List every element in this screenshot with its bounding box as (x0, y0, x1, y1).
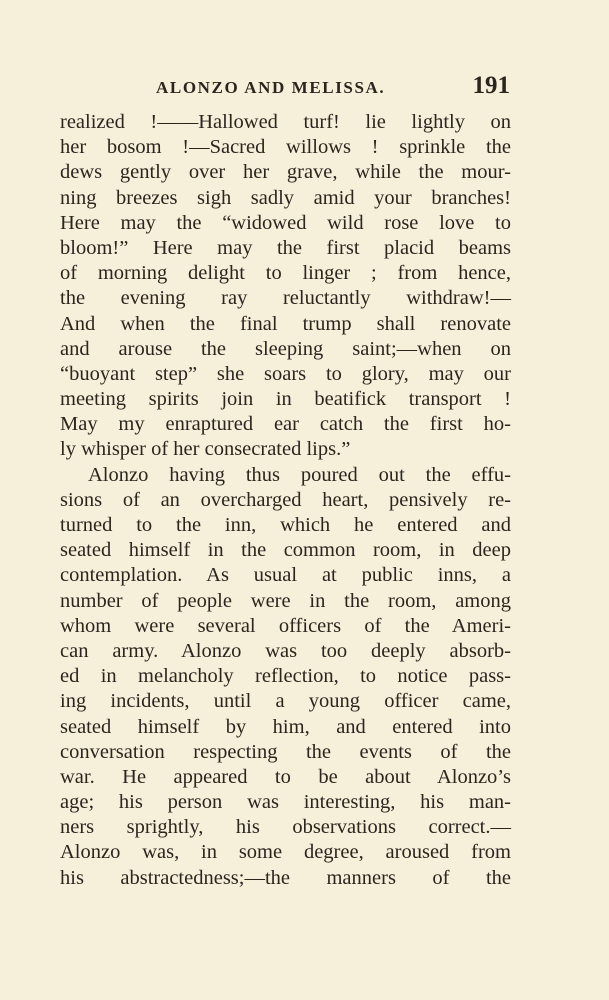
text-line: ners sprightly, his observations correct.— (60, 816, 511, 839)
text-line: and arouse the sleeping saint;—when on (60, 337, 511, 360)
text-line: his abstractedness;—the manners of the (60, 866, 511, 889)
text-line: of morning delight to linger ; from hence, (60, 262, 511, 285)
text-line: contemplation. As usual at public inns, a (60, 564, 511, 587)
text-line: can army. Alonzo was too deeply absorb- (60, 639, 511, 662)
text-line: the evening ray reluctantly withdraw!— (60, 287, 511, 310)
page-number: 191 (472, 72, 510, 99)
text-line: “buoyant step” she soars to glory, may our (60, 362, 511, 385)
text-line: realized !——Hallowed turf! lie lightly on (60, 111, 511, 133)
body-text (60, 110, 511, 891)
text-line: meeting spirits join in beatifick transport ! (60, 388, 511, 411)
text-line: ly whisper of her consecrated lips.” (60, 438, 351, 461)
page-header (60, 72, 510, 102)
text-line: sions of an overcharged heart, pensively re- (60, 488, 511, 511)
text-line: May my enraptured ear catch the first ho- (60, 413, 511, 436)
text-line: And when the final trump shall renovate (60, 312, 511, 335)
text-line: dews gently over her grave, while the mour- (60, 161, 511, 184)
running-title: ALONZO AND MELISSA. (156, 78, 386, 97)
text-line: whom were several officers of the Ameri- (60, 614, 511, 637)
text-line: seated himself by him, and entered into (60, 715, 511, 738)
text-line: conversation respecting the events of the (60, 740, 511, 763)
text-line: Alonzo having thus poured out the effu- (88, 463, 511, 486)
text-line: ed in melancholy reflection, to notice pass- (60, 665, 511, 688)
text-line: ning breezes sigh sadly amid your branches! (60, 186, 511, 209)
text-line: war. He appeared to be about Alonzo’s (60, 765, 511, 788)
text-line: number of people were in the room, among (60, 589, 511, 612)
text-line: Alonzo was, in some degree, aroused from (60, 841, 511, 864)
text-line: ing incidents, until a young officer came, (60, 690, 511, 713)
text-line: age; his person was interesting, his man- (60, 791, 511, 814)
text-line: her bosom !—Sacred willows ! sprinkle the (60, 136, 511, 159)
text-line: Here may the “widowed wild rose love to (60, 211, 511, 234)
text-line: bloom!” Here may the first placid beams (60, 236, 511, 259)
text-line: turned to the inn, which he entered and (60, 514, 511, 536)
text-line: seated himself in the common room, in deep (60, 539, 511, 562)
